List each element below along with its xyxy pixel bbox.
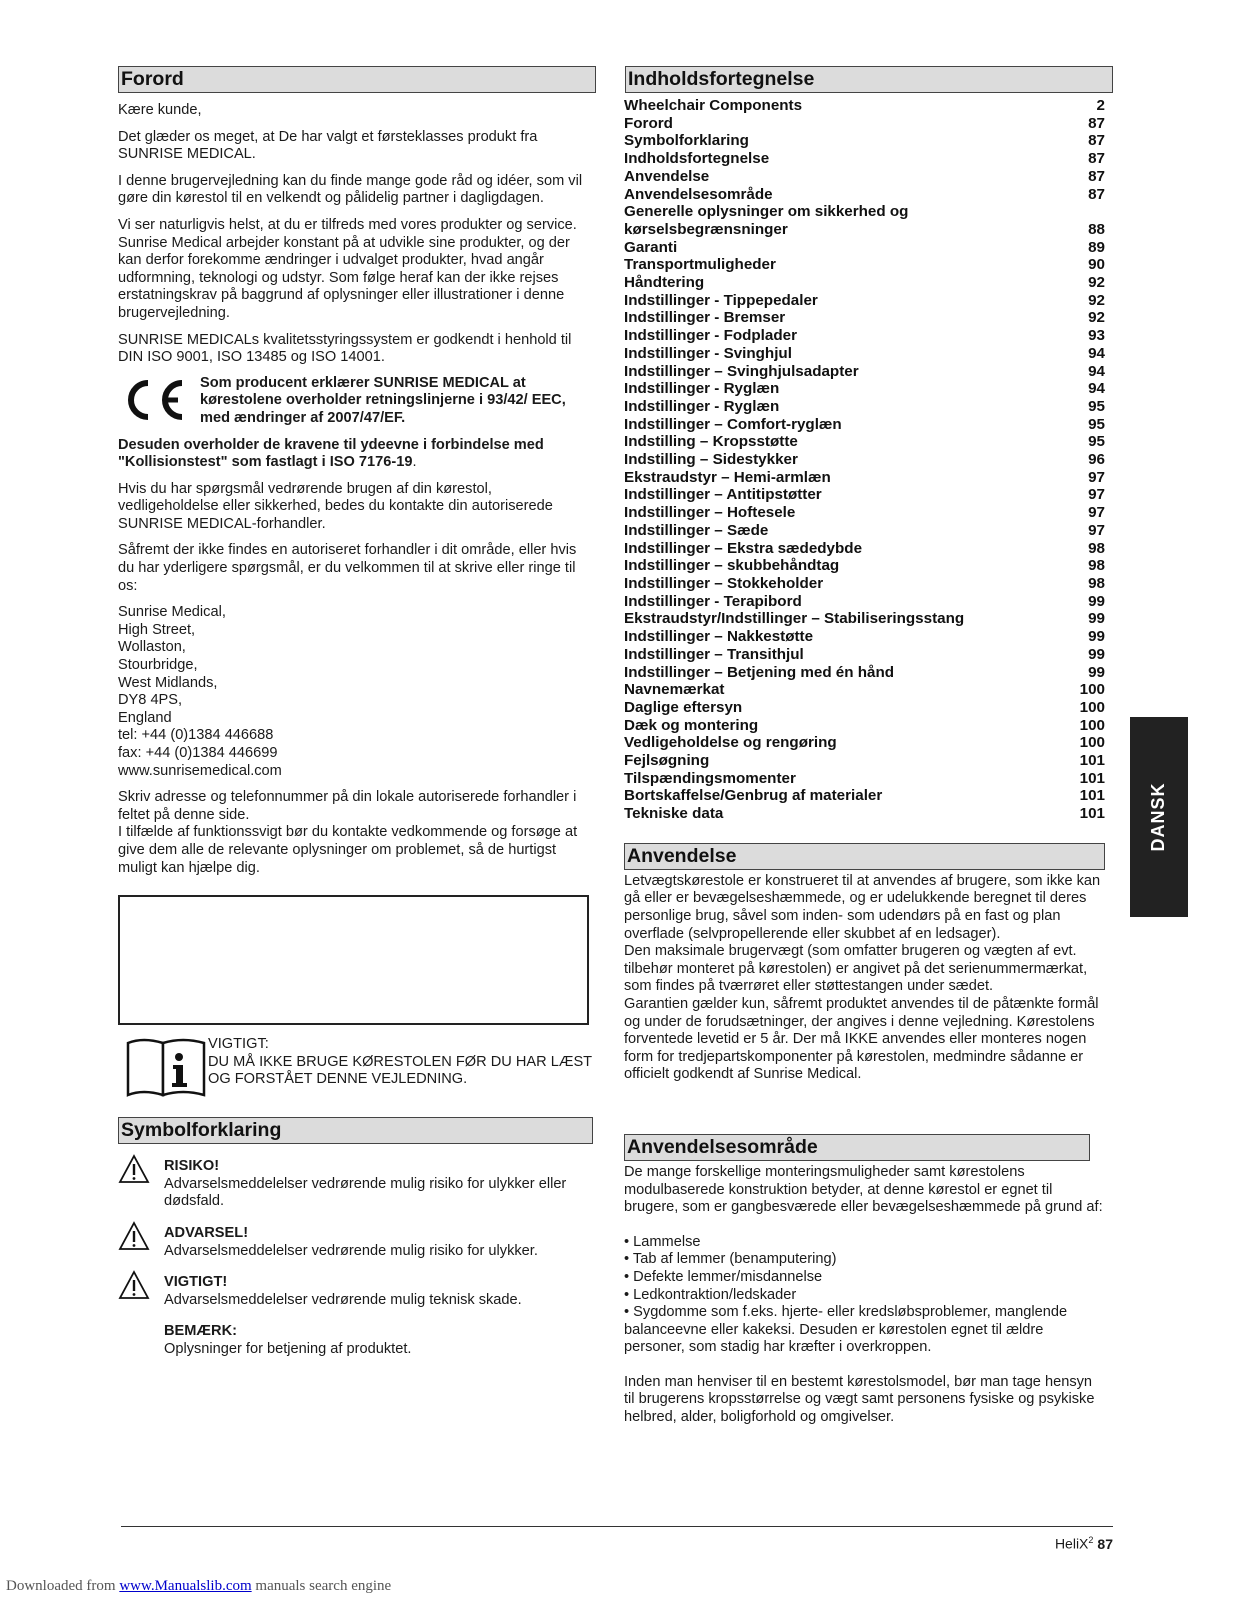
toc-row: [624, 664, 1105, 682]
toc-page: 87: [1088, 167, 1105, 185]
ce-declaration-text: Som producent erklærer SUNRISE MEDICAL at kørestolene overholder retningslinjerne i 93/42/ EEC, med ændringer af 2007/47/EF.: [200, 374, 566, 426]
toc-page: 100: [1079, 734, 1105, 752]
symbol-text: Advarselsmeddelelser vedrørende mulig risiko for ulykker eller dødsfald.: [164, 1175, 567, 1210]
toc-page: 101: [1079, 805, 1105, 823]
bullet-item: • Defekte lemmer/misdannelse: [624, 1268, 823, 1285]
toc-page: 93: [1088, 327, 1105, 345]
forord-paragraph-7: Såfremt der ikke findes en autoriseret forhandler i dit område, eller hvis du har yderligere spørgsmål, er du velkommen til at skrive eller ringe til os:: [118, 542, 577, 594]
toc-label: Håndtering: [624, 274, 705, 292]
toc-label: Vedligeholdelse og rengøring: [624, 734, 837, 752]
toc-page: 87: [1088, 114, 1105, 132]
toc-page: 87: [1088, 185, 1105, 203]
bullet-item: • Lammelse: [624, 1233, 701, 1250]
toc-page: 87: [1088, 150, 1105, 168]
bullet-item: • Tab af lemmer (benamputering): [624, 1251, 837, 1268]
important-label: VIGTIGT:: [208, 1036, 269, 1053]
toc-label: Ekstraudstyr – Hemi-armlæn: [624, 468, 831, 486]
toc-page: 87: [1088, 132, 1105, 150]
toc-label: Symbolforklaring: [624, 132, 749, 150]
toc-label: Bortskaffelse/Genbrug af materialer: [624, 787, 883, 805]
toc-row: [624, 699, 1105, 717]
forord-paragraph-6: Hvis du har spørgsmål vedrørende brugen af din kørestol, vedligeholdelse eller sikkerhed, bedes du kontakte din autoriserede SUNRISE MEDICAL-forhandler.: [118, 480, 553, 532]
toc-row: [624, 681, 1105, 699]
symbol-title: ADVARSEL!: [164, 1224, 249, 1241]
forord-paragraph-8: Skriv adresse og telefonnummer på din lokale autoriserede forhandler i feltet på denne side.: [118, 789, 577, 823]
toc-row: [624, 203, 1105, 221]
address-line: England: [118, 709, 172, 726]
toc-row: [624, 805, 1105, 823]
toc-row: [624, 451, 1105, 469]
page-number: 87: [1097, 1535, 1113, 1552]
toc-row: [624, 221, 1105, 239]
toc-row: [624, 540, 1105, 558]
toc-label: Indstilling – Sidestykker: [624, 451, 798, 469]
important-notice: [118, 1035, 596, 1097]
toc-label: Fejlsøgning: [624, 752, 710, 770]
toc-row: [624, 150, 1105, 168]
toc-label: Indstillinger – Ekstra sædedybde: [624, 539, 863, 557]
symbol-item: [118, 1221, 596, 1260]
toc-label: Indstillinger – Nakkestøtte: [624, 628, 814, 646]
toc-page: 95: [1088, 433, 1105, 451]
symbol-text: Advarselsmeddelelser vedrørende mulig risiko for ulykker.: [164, 1242, 538, 1259]
toc-row: [624, 168, 1105, 186]
toc-row: [624, 734, 1105, 752]
toc-row: [624, 575, 1105, 593]
bullet-item: • Ledkontraktion/ledskader: [624, 1286, 797, 1303]
download-suffix: manuals search engine: [251, 1578, 392, 1594]
page-footer: [1055, 1532, 1113, 1553]
symbol-item: [118, 1319, 596, 1358]
toc-row: [624, 239, 1105, 257]
toc-row: [624, 433, 1105, 451]
toc-page: 99: [1088, 628, 1105, 646]
toc-label: Wheelchair Components: [624, 97, 803, 114]
anvendelse-paragraph-2: Den maksimale brugervægt (som omfatter brugeren og vægten af evt. tilbehør monteret på kørestolen) er angivet på det serienummermærkat, som findes på tværrøret eller støttestangen under sædet.: [624, 943, 1088, 995]
toc-label: Indstillinger – Stokkeholder: [624, 574, 824, 592]
toc-label: Indstillinger - Ryglæn: [624, 397, 780, 415]
footer-divider: [121, 1526, 1113, 1527]
warning-triangle-icon: [118, 1154, 164, 1186]
toc-row: [624, 787, 1105, 805]
toc-label: Transportmuligheder: [624, 256, 776, 274]
toc-label: Indstillinger – Svinghjulsadapter: [624, 362, 859, 380]
ce-mark-icon: [118, 375, 200, 427]
toc-page: 92: [1088, 309, 1105, 327]
toc-label: Indstillinger - Terapibord: [624, 592, 802, 610]
toc-row: [624, 486, 1105, 504]
dealer-address-box: [118, 895, 589, 1025]
toc-page: 95: [1088, 397, 1105, 415]
toc-label: Indstillinger - Svinghjul: [624, 344, 792, 362]
toc-label: Indstillinger – Betjening med én hånd: [624, 663, 895, 681]
toc-row: [624, 469, 1105, 487]
address-line: DY8 4PS,: [118, 692, 183, 709]
toc-label: Navnemærkat: [624, 681, 725, 699]
symbol-item: [118, 1270, 596, 1309]
toc-label: Indholdsfortegnelse: [624, 150, 770, 168]
toc-row: [624, 186, 1105, 204]
toc-label: Tekniske data: [624, 805, 724, 823]
toc-page: 98: [1088, 574, 1105, 592]
address-line: Stourbridge,: [118, 657, 198, 674]
toc-page: 95: [1088, 415, 1105, 433]
symbol-title: RISIKO!: [164, 1158, 220, 1175]
toc-label: kørselsbegrænsninger: [624, 220, 788, 238]
footer-model: HeliX: [1054, 1535, 1089, 1552]
toc-page: 90: [1088, 256, 1105, 274]
symbol-title: BEMÆRK:: [164, 1323, 237, 1340]
toc-page: 92: [1088, 274, 1105, 292]
anvendelse-paragraph-3: Garantien gælder kun, såfremt produktet anvendes til de påtænkte formål og under de forudsætninger, der angives i denne vejledning. Kørestolens forventede levetid er 5 år. Der må IKKE anvendes eller monteres nogen form for tredjepartskomponenter på kørestolen, medmindre sådanne er officielt godkendt af Sunrise Medical.: [624, 995, 1099, 1083]
toc-page: 100: [1079, 698, 1105, 716]
ce-declaration: [118, 375, 596, 428]
toc-label: Dæk og montering: [624, 716, 759, 734]
forord-paragraph-1: Det glæder os meget, at De har valgt et førsteklasses produkt fra SUNRISE MEDICAL.: [118, 128, 538, 163]
toc-row: [624, 557, 1105, 575]
toc-page: 94: [1088, 362, 1105, 380]
toc-label: Anvendelsesområde: [624, 185, 773, 203]
toc-row: [624, 398, 1105, 416]
toc-row: [624, 97, 1105, 115]
toc-page: 97: [1088, 486, 1105, 504]
toc-label: Indstilling – Kropsstøtte: [624, 433, 798, 451]
toc-row: [624, 416, 1105, 434]
forord-paragraph-3: Vi ser naturligvis helst, at du er tilfreds med vores produkter og service. Sunrise Medical arbejder konstant på at udvikle sine produkter, og der kan derfor forekomme ændringer i udvalget produkter, hvad angår udformning, teknologi og udstyr. Som følge heraf kan der ikke rejses erstatningskrav på baggrund af oplysninger eller illustrationer i denne brugervejledning.: [118, 216, 577, 321]
fax-line: fax: +44 (0)1384 446699: [118, 745, 278, 761]
anvendelse-paragraph-1: Letvægtskørestole er konstrueret til at anvendes af brugere, som ikke kan gå eller er bevægelseshæmmede, og er udelukkende beregnet til deres personlige brug, såvel som inden- som udendørs på en fast og plan overflade (selvpropellerende eller skubbet af en ledsager).: [624, 872, 1101, 942]
toc-page: 99: [1088, 663, 1105, 681]
toc-label: Indstillinger – Hoftesele: [624, 504, 796, 522]
toc-page: 101: [1079, 787, 1105, 805]
manualslib-link[interactable]: www.Manualslib.com: [119, 1578, 252, 1594]
toc-page: 88: [1088, 220, 1105, 238]
toc-page: 99: [1088, 592, 1105, 610]
toc-label: Indstillinger – Comfort-ryglæn: [624, 415, 842, 433]
language-tab-label: DANSK: [1148, 782, 1169, 852]
collision-test-end: .: [412, 454, 417, 471]
toc-page: 97: [1088, 504, 1105, 522]
address-line: Wollaston,: [118, 639, 186, 656]
toc-page: 2: [1096, 97, 1105, 114]
toc-row: [624, 610, 1105, 628]
toc-page: 99: [1088, 610, 1105, 628]
toc-page: 101: [1079, 769, 1105, 787]
toc-row: [624, 504, 1105, 522]
toc-page: 94: [1088, 344, 1105, 362]
toc-label: Generelle oplysninger om sikkerhed og: [624, 203, 909, 221]
toc-row: [624, 132, 1105, 150]
section-heading-symbolforklaring: Symbolforklaring: [118, 1117, 593, 1144]
address-line: High Street,: [118, 621, 196, 638]
toc-page: 99: [1088, 645, 1105, 663]
info-book-icon: [118, 1035, 206, 1097]
toc-label: Indstillinger - Fodplader: [624, 327, 797, 345]
omraade-paragraph-2: Inden man henviser til en bestemt kørestolsmodel, bør man tage hensyn til brugerens kropsstørrelse og vægt samt personens fysiske og psykiske helbred, alder, boligforhold og omgivelser.: [624, 1373, 1095, 1426]
toc-label: Indstillinger - Tippepedaler: [624, 291, 818, 309]
toc-row: [624, 593, 1105, 611]
collision-test-text: Desuden overholder de kravene til ydeevne i forbindelse med "Kollisionstest" som fastlagt i ISO 7176-19: [118, 436, 544, 471]
toc-label: Indstillinger – Transithjul: [624, 645, 804, 663]
section-heading-anvendelse: Anvendelse: [624, 843, 1105, 870]
left-column: [118, 66, 596, 1359]
symbol-title: VIGTIGT!: [164, 1274, 228, 1291]
footer-model-sup: 2: [1088, 1535, 1094, 1545]
phone-line: tel: +44 (0)1384 446688: [118, 727, 274, 744]
toc-label: Indstillinger - Bremser: [624, 309, 786, 327]
section-heading-forord: Forord: [118, 66, 596, 93]
toc-label: Daglige eftersyn: [624, 698, 743, 716]
forord-paragraph-2: I denne brugervejledning kan du finde mange gode råd og idéer, som vil gøre din kørestol til en velkendt og pålidelig partner i dagligdagen.: [118, 172, 583, 207]
toc-page: 92: [1088, 291, 1105, 309]
symbol-text: Advarselsmeddelelser vedrørende mulig teknisk skade.: [164, 1291, 522, 1308]
toc-label: Tilspændingsmomenter: [624, 769, 796, 787]
address-line: Sunrise Medical,: [118, 604, 226, 621]
download-notice: [6, 1578, 391, 1596]
toc-row: [624, 646, 1105, 664]
toc-label: Forord: [624, 114, 673, 132]
toc-label: Ekstraudstyr/Indstillinger – Stabiliseringsstang: [624, 610, 965, 628]
toc-row: [624, 345, 1105, 363]
toc-row: [624, 628, 1105, 646]
address-block: [118, 604, 596, 780]
symbol-text: Oplysninger for betjening af produktet.: [164, 1340, 412, 1357]
toc-row: [624, 717, 1105, 735]
toc-label: Indstillinger – Antitipstøtter: [624, 486, 822, 504]
toc-row: [624, 380, 1105, 398]
section-heading-anvendelsesomraade: Anvendelsesområde: [624, 1134, 1090, 1161]
warning-triangle-icon: [118, 1270, 164, 1302]
greeting: Kære kunde,: [118, 102, 202, 118]
toc-label: Indstillinger - Ryglæn: [624, 380, 780, 398]
warning-triangle-icon: [118, 1221, 164, 1253]
toc-page: 101: [1079, 752, 1105, 770]
language-tab: [1130, 717, 1188, 917]
omraade-paragraph-1: De mange forskellige monteringsmuligheder samt kørestolens modulbaserede konstruktion betyder, at denne kørestol er egnet til brugere, som er gangbesværede eller bevægelseshæmmede på grund af:: [624, 1163, 1103, 1216]
toc-label: Garanti: [624, 238, 678, 256]
toc-row: [624, 327, 1105, 345]
bullet-item: • Sygdomme som f.eks. hjerte- eller kredsløbsproblemer, manglende balanceevne eller kakeksi. Desuden er kørestolen egnet til ældre personer, som stadig har kræfter i overkroppen.: [624, 1304, 1068, 1356]
symbol-item: [118, 1154, 596, 1211]
toc-label: Anvendelse: [624, 167, 710, 185]
toc-row: [624, 274, 1105, 292]
toc-row: [624, 115, 1105, 133]
right-column: [624, 66, 1113, 1427]
toc-page: 100: [1079, 681, 1105, 699]
section-heading-indholdsfortegnelse: Indholdsfortegnelse: [625, 66, 1113, 93]
toc-row: [624, 522, 1105, 540]
forord-paragraph-5: [118, 437, 596, 472]
toc-row: [624, 363, 1105, 381]
toc-page: 98: [1088, 539, 1105, 557]
address-line: West Midlands,: [118, 674, 218, 691]
toc-page: 96: [1088, 451, 1105, 469]
toc-page: 89: [1088, 238, 1105, 256]
forord-paragraph-9: I tilfælde af funktionssvigt bør du kontakte vedkommende og forsøge at give dem alle de relevante oplysninger om problemet, så de hurtigst muligt kan hjælpe dig.: [118, 824, 578, 876]
toc-label: Indstillinger – Sæde: [624, 521, 769, 539]
toc-page: 97: [1088, 468, 1105, 486]
download-prefix: Downloaded from: [6, 1578, 120, 1594]
toc-row: [624, 770, 1105, 788]
toc-page: 100: [1079, 716, 1105, 734]
toc-page: 94: [1088, 380, 1105, 398]
toc-label: Indstillinger – skubbehåndtag: [624, 557, 840, 575]
table-of-contents: [624, 97, 1105, 823]
toc-row: [624, 292, 1105, 310]
toc-page: 98: [1088, 557, 1105, 575]
toc-row: [624, 309, 1105, 327]
toc-page: 97: [1088, 521, 1105, 539]
important-text: DU MÅ IKKE BRUGE KØRESTOLEN FØR DU HAR LÆST OG FORSTÅET DENNE VEJLEDNING.: [208, 1053, 592, 1088]
toc-row: [624, 256, 1105, 274]
website-line: www.sunrisemedical.com: [118, 762, 282, 779]
toc-row: [624, 752, 1105, 770]
forord-paragraph-4: SUNRISE MEDICALs kvalitetsstyringssystem er godkendt i henhold til DIN ISO 9001, ISO 13485 og ISO 14001.: [118, 331, 572, 366]
